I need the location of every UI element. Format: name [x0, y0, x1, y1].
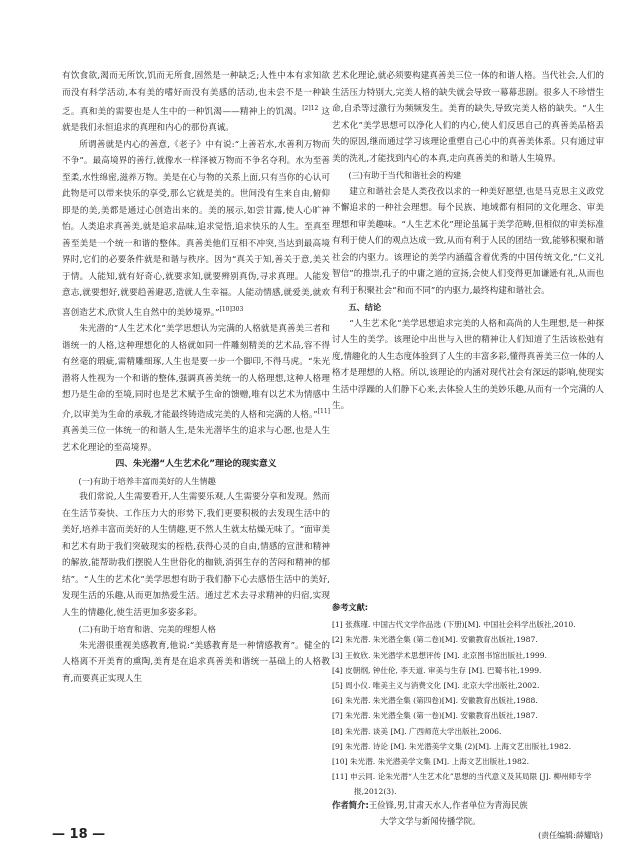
- paragraph-text: 有饮食欲,渴而无所饮,饥而无所食,固然是一种缺乏;人性中本有求知欲而没有科学活动,本有美的嗜好而没有美感的活动,也未尝不是一种缺乏。真和美的需要也是人生中的一种饥渴——精神上的饥渴。: [62, 71, 330, 117]
- reference-item: [11] 申云同. 论朱光潜“人生艺术化”思想的当代意义及其局限 [J]. 柳州师专学报,2012(3).: [332, 772, 592, 797]
- paragraph: 我们常说,人生需要看开,人生需要乐观,人生需要分享和发现。然而在生活节奏快、工作压力大的形势下,我们更要积极的去发现生活中的美好,培养丰富而美好的人生情趣,更不然人生就太枯燥无味了。“面审美和艺术有助于我们突破现实的桎梏,获得心灵的自由,情感的宣泄和精神的解放,能帮助我们摆脱人生世俗化的枷锁,消弭生存的苦闷和精神的郁结”。“人生的艺术化”美学思想有助于我们静下心去感悟生活中的美好,发现生活的乐趣,从而更加热爱生活。通过艺术去寻求精神的归宿,实现人生的情趣化,使生活更加多姿多彩。: [62, 492, 330, 618]
- citation-superscript: [10]303: [219, 305, 244, 313]
- reference-item: [5] 周小仪. 唯美主义与消费文化 [M]. 北京大学出版社,2002.: [332, 681, 540, 691]
- reference-item: [8] 朱光潜. 谈美 [M]. 广西师范大学出版社,2006.: [332, 726, 502, 736]
- right-column: [332, 68, 604, 415]
- responsible-editor: (责任编辑:薛耀晗): [538, 831, 603, 840]
- reference-item: [6] 朱光潜. 朱光潜全集 (第四卷)[M]. 安徽教育出版社,1988.: [332, 696, 538, 706]
- paragraph: “人生艺术化”美学思想追求完美的人格和高尚的人生理想,是一种探讨人生的美学。该理论中出世与入世的精神让人们知道了生活该松弛有度,情趣化的人生态度体验到了人生的丰富多彩,懂得真善美三位一体的人格才是理想的人格。所以,该理论的内涵对现代社会有深远的影响,使现实生活中浮躁的人们静下心来,去体验人生的美妙乐趣,从而有一个完满的人生。: [332, 318, 604, 411]
- paragraph: [62, 137, 330, 321]
- paragraph: 艺术化理论,就必须要构建真善美三位一体的和谐人格。当代社会,人们的生活压力特别大,完美人格的缺失就会导致一幕幕悲剧。很多人不珍惜生命,自杀等过激行为频频发生。美育的缺失,导致完美人格的缺失。“人生艺术化”美学思想可以净化人们的内心,使人们反思自己的真善美品格丢失的原因,继而通过学习该理论重塑自己心中的真善美体系。只有通过审美的洗礼,才能找到内心的本真,走向真善美的和谐人生境界。: [332, 71, 604, 164]
- reference-item: [2] 朱光潜. 朱光潜全集 (第二卷)[M]. 安徽教育出版社,1987.: [332, 635, 538, 645]
- paragraph-text: 所谓善就是内心的善意,《老子》中有说:“上善若水,水善利万物而不争”。最高境界的善行,就像水一样泽被万物而不争名夺利。水为至善至柔,水性绵密,滋养万物。美是在心与物的关系上面,只有当你的心认可此物是可以带来快乐的享受,那么它就是美的。世间没有生来自由,俯仰即是的美,美都是通过心创造出来的。美的展示,如尝甘露,使人心旷神怡。人类追求真善美,就是追求品味,追求觉悟,追求快乐的人生。至真至善至美是一个统一和谐的整体。真善美他们互相不冲突,当达到最高境界时,它们的必要条件就是和谐与秩序。因为“真关于知,善关于意,美关于情。人能知,就有好奇心,就要求知,就要辨别真伪,寻求真理。人能发意志,就要想好,就要趋善避恶,造就人生幸福。人能动情感,就爱美,就欢喜创造艺术,欣赏人生自然中的美妙境界。”: [62, 139, 330, 318]
- reference-item: [3] 王攸欣. 朱光潜学术思想评传 [M]. 北京图书馆出版社,1999.: [332, 650, 547, 660]
- reference-item: [1] 张燕瑾. 中国古代文学作品选 (下册)[M]. 中国社会科学出版社,2010.: [332, 620, 576, 630]
- author-text: 大学文学与新闻传播学院。: [380, 816, 481, 826]
- reference-item: [9] 朱光潜. 诗论 [M]. 朱光潜美学文集 (2)[M]. 上海文艺出版社,1982.: [332, 741, 572, 751]
- subsection-heading: (三)有助于当代和谐社会的构建: [348, 170, 462, 180]
- page-number: — 18 —: [52, 827, 106, 842]
- references: [332, 600, 604, 800]
- subsection-heading: (一)有助于培养丰富而美好的人生情趣: [78, 475, 216, 486]
- paragraph-text: 这就是我们永恒追求的真理和内心的那份真诚。: [62, 106, 330, 134]
- paragraph: [62, 321, 330, 456]
- paragraph: 建立和谐社会是人类孜孜以求的一种美好愿望,也是马克思主义政党不懈追求的一种社会理想。每个民族、地域都有相同的文化理念、审美理想和审美趣味。“人生艺术化”理论虽属于美学范畴,但相似的审美标准有利于使人们的观点达成一致,从而有利于人民的团结一致,能够积聚和谐社会的内驱力。该理论的美学内涵蕴含着优秀的中国传统文化,“仁义礼智信”的推崇,孔子的中庸之道的宣扬,会使人们变得更加谦逊有礼,从而也有利于积聚社会“和而不同”的内驱力,最终构建和谐社会。: [332, 186, 604, 296]
- author-label: 作者简介:: [332, 800, 369, 810]
- reference-item: [7] 朱光潜. 朱光潜全集 (第一卷)[M]. 安徽教育出版社,1987.: [332, 711, 538, 721]
- paragraph: [62, 68, 330, 137]
- reference-item: [4] 皮朝纲, 钟仕伦, 李天道. 审美与生存 [M]. 巴蜀书社,1999.: [332, 665, 542, 675]
- section-heading: 四、朱光潜“人生艺术化”理论的现实意义: [115, 459, 277, 470]
- paragraph-text: 朱光潜的“人生艺术化”美学思想认为完满的人格就是真善美三者和谐统一的人格,这种理想化的人格就如同一件雕刻精美的艺术品,容不得有丝毫的瑕疵,需精雕细琢,人生也是要一步一个脚印,不得马虎。“朱光潜将人性视为一个和谐的整体,强调真善美统一的人格理想,这种人格理想乃是生命的至境,同时也是艺术赋予生命的馈赠,唯有以艺术为情感中介,以审美为生命的承载,才能最终铸造成完美的人格和完满的人格。”: [62, 324, 330, 420]
- citation-superscript: [2]12: [302, 105, 319, 112]
- paragraph: 朱光潜很重视美感教育,他说:“美感教育是一种情感教育”。健全的人格离不开美育的熏陶,美育是在追求真善美和谐统一基础上的人格教育,而要真正实现人生: [62, 640, 330, 684]
- author-text: 王俭锋,男,甘肃天水人,作者单位为青海民族: [368, 800, 528, 810]
- reference-item: [10] 朱光潜. 朱光潜美学文集 [M]. 上海文艺出版社,1982.: [332, 757, 530, 767]
- section-heading: 五、结论: [348, 302, 382, 312]
- subsection-heading: (二)有助于培育和谐、完美的理想人格: [78, 624, 216, 635]
- author-bio: [332, 797, 604, 829]
- paragraph-text: 真善美三位一体统一的和谐人生,是朱光潜毕生的追求与心愿,也是人生艺术化理论的至高境界。: [62, 426, 330, 453]
- references-title: 参考文献:: [332, 602, 369, 612]
- citation-superscript: [11]: [317, 407, 330, 415]
- left-column: [62, 68, 330, 687]
- author-line: [332, 797, 604, 813]
